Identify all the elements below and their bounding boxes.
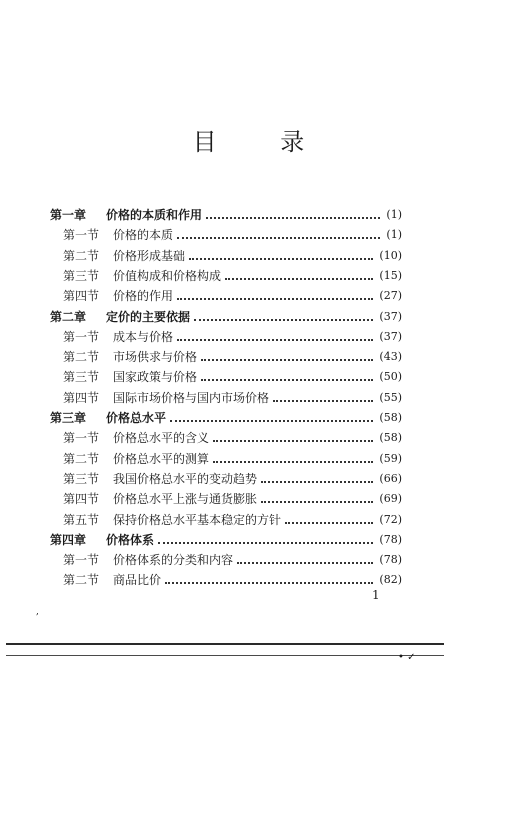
bottom-rule-thin — [6, 655, 444, 656]
toc-chapter-entry — [50, 530, 402, 550]
dot-leader — [201, 379, 373, 381]
section-number: 第二节 — [63, 451, 100, 466]
dot-leader — [177, 237, 380, 239]
dot-leader — [177, 298, 373, 300]
section-number: 第一节 — [63, 431, 100, 446]
chapter-title: 价格体系 — [106, 532, 155, 547]
page-ref: (58) — [379, 431, 402, 445]
section-number: 第四节 — [63, 492, 100, 507]
dot-leader — [285, 522, 373, 524]
toc-section-entry — [63, 266, 402, 286]
section-number: 第五节 — [63, 512, 100, 527]
dot-leader — [194, 319, 373, 321]
chapter-title: 价格的本质和作用 — [106, 208, 203, 222]
page-ref: (50) — [379, 370, 402, 384]
dot-leader — [165, 582, 373, 584]
toc-section-entry — [63, 327, 402, 347]
section-title: 价格总水平的测算 — [113, 451, 210, 466]
page-ref: (10) — [379, 248, 402, 262]
section-number: 第二节 — [63, 573, 100, 588]
chapter-title: 价格总水平 — [106, 411, 167, 425]
dot-leader — [177, 339, 373, 341]
page-ref: (15) — [379, 268, 402, 282]
section-title: 市场供求与价格 — [113, 350, 198, 365]
dot-leader — [213, 440, 373, 442]
section-title: 价格体系的分类和内容 — [113, 553, 234, 568]
dot-leader — [273, 400, 373, 402]
dot-leader — [189, 258, 373, 260]
toc-section-entry — [63, 347, 402, 367]
toc-section-entry — [63, 246, 402, 266]
chapter-number: 第三章 — [50, 411, 87, 425]
section-number: 第二节 — [63, 248, 100, 263]
dot-leader — [206, 217, 380, 219]
toc-section-entry — [63, 489, 402, 509]
section-title: 价格总水平的含义 — [113, 431, 210, 446]
section-title: 价值构成和价格构成 — [113, 268, 222, 283]
section-number: 第二节 — [63, 350, 100, 365]
page-ref: (72) — [379, 512, 402, 526]
page-number: 1 — [372, 588, 380, 602]
section-title: 价格的本质 — [113, 228, 174, 243]
toc-section-entry — [63, 428, 402, 448]
section-number: 第四节 — [63, 289, 100, 304]
section-title: 我国价格总水平的变动趋势 — [113, 471, 258, 486]
dot-leader — [170, 420, 373, 422]
section-number: 第一节 — [63, 553, 100, 568]
chapter-number: 第一章 — [50, 208, 87, 222]
toc-section-entry — [63, 570, 402, 590]
toc-section-entry — [63, 225, 402, 245]
toc-chapter-entry — [50, 408, 402, 428]
section-number: 第三节 — [63, 370, 100, 385]
dot-leader — [237, 562, 373, 564]
page-ref: (55) — [379, 390, 402, 404]
page-ref: (78) — [379, 532, 402, 546]
page-ref: (82) — [379, 573, 402, 587]
scan-speck: , — [36, 607, 39, 617]
page-ref: (1) — [386, 228, 402, 242]
section-number: 第四节 — [63, 390, 100, 405]
section-title: 价格总水平上涨与通货膨胀 — [113, 492, 258, 507]
toc-chapter-entry — [50, 205, 402, 225]
page-ref: (43) — [379, 350, 402, 364]
dot-leader — [201, 359, 373, 361]
chapter-number: 第四章 — [50, 532, 87, 547]
toc-section-entry — [63, 550, 402, 570]
toc-section-entry — [63, 469, 402, 489]
toc-section-entry — [63, 388, 402, 408]
chapter-number: 第二章 — [50, 309, 87, 324]
page-ref: (37) — [379, 309, 402, 323]
section-title: 保持价格总水平基本稳定的方针 — [113, 512, 282, 527]
toc-section-entry — [63, 510, 402, 530]
section-number: 第一节 — [63, 329, 100, 344]
section-title: 国际市场价格与国内市场价格 — [113, 390, 270, 405]
page-ref: (69) — [379, 492, 402, 506]
scan-mark: • ✓ — [398, 652, 416, 663]
page-ref: (78) — [379, 553, 402, 567]
page-ref: (27) — [379, 289, 402, 303]
section-title: 国家政策与价格 — [113, 370, 198, 385]
section-title: 价格形成基础 — [113, 248, 186, 263]
page-ref: (59) — [379, 451, 402, 465]
page-ref: (66) — [379, 471, 402, 485]
toc-section-entry — [63, 367, 402, 387]
bottom-rule-thick — [6, 643, 444, 645]
page-ref: (1) — [386, 208, 402, 221]
section-number: 第三节 — [63, 268, 100, 283]
section-title: 成本与价格 — [113, 329, 174, 344]
dot-leader — [261, 481, 373, 483]
page-title: 目 录 — [192, 128, 333, 156]
section-number: 第三节 — [63, 471, 100, 486]
section-title: 价格的作用 — [113, 289, 174, 304]
chapter-title: 定价的主要依据 — [106, 309, 191, 324]
dot-leader — [158, 542, 373, 544]
toc-chapter-entry — [50, 307, 402, 327]
section-title: 商品比价 — [113, 573, 162, 588]
dot-leader — [225, 278, 373, 280]
dot-leader — [213, 461, 373, 463]
page-ref: (58) — [379, 411, 402, 424]
section-number: 第一节 — [63, 228, 100, 243]
page-ref: (37) — [379, 329, 402, 343]
dot-leader — [261, 501, 373, 503]
toc-section-entry — [63, 449, 402, 469]
toc-section-entry — [63, 286, 402, 306]
